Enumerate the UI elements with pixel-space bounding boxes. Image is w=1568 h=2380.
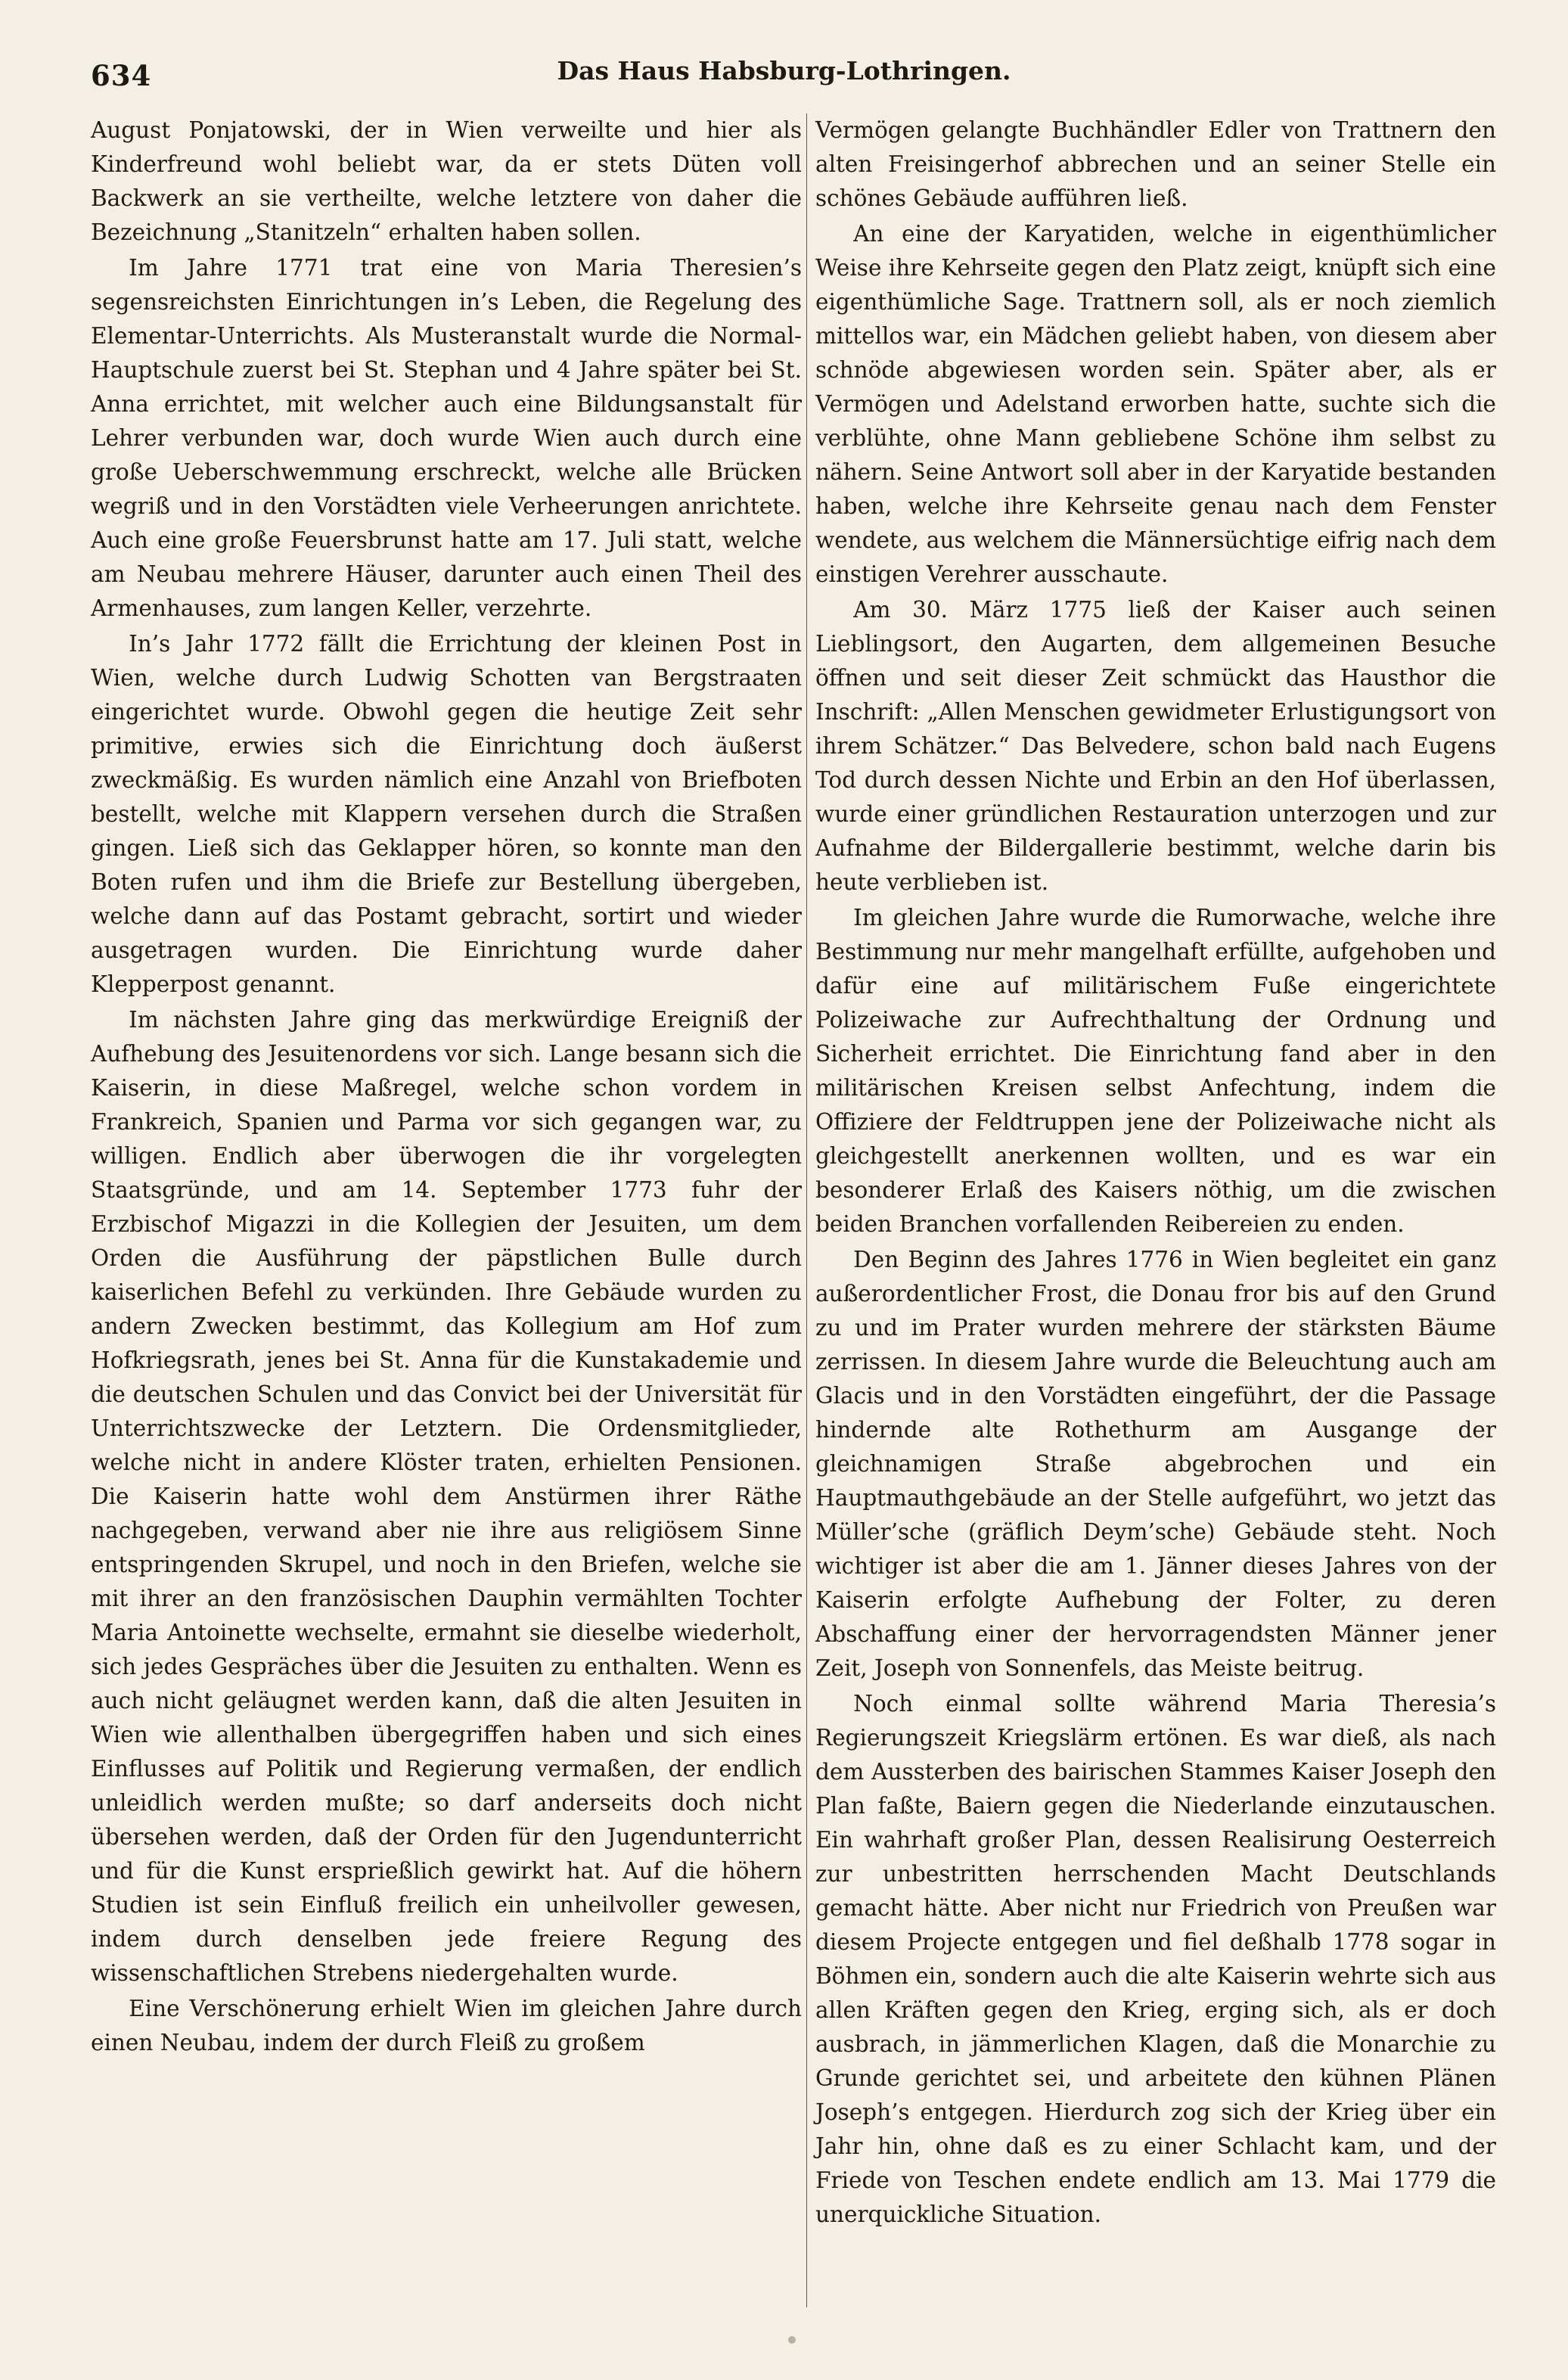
right-column bbox=[815, 113, 1496, 2233]
paragraph: Im nächsten Jahre ging das merkwürdige Ereigniß der Aufhebung des Jesuitenordens vor sich. Lange besann sich die Kaiserin, in diese Maßregel, welche schon vordem in Frankreich, Spanien und Parma vor sich gegangen war, zu willigen. Endlich aber überwogen die ihr vorgelegten Staatsgründe, und am 14. September 1773 fuhr der Erzbischof Migazzi in die Kollegien der Jesuiten, um dem Orden die Ausführung der päpstlichen Bulle durch kaiserlichen Befehl zu verkünden. Ihre Gebäude wurden zu andern Zwecken bestimmt, das Kollegium am Hof zum Hofkriegsrath, jenes bei St. Anna für die Kunstakademie und die deutschen Schulen und das Convict bei der Universität für Unterrichtszwecke der Letztern. Die Ordensmitglieder, welche nicht in andere Klöster traten, erhielten Pensionen. Die Kaiserin hatte wohl dem Anstürmen ihrer Räthe nachgegeben, verwand aber nie ihre aus religiösem Sinne entspringenden Skrupel, und noch in den Briefen, welche sie mit ihrer an den französischen Dauphin vermählten Tochter Maria Antoinette wechselte, ermahnt sie dieselbe wiederholt, sich jedes Gespräches über die Jesuiten zu enthalten. Wenn es auch nicht geläugnet werden kann, daß die alten Jesuiten in Wien wie allenthalben übergegriffen haben und sich eines Einflusses auf Politik und Regierung vermaßen, der endlich unleidlich werden mußte; so darf anderseits doch nicht übersehen werden, daß der Orden für den Jugendunterricht und für die Kunst ersprießlich gewirkt hat. Auf die höhern Studien ist sein Einfluß freilich ein unheilvoller gewesen, indem durch denselben jede freiere Regung des wissenschaftlichen Strebens niedergehalten wurde. bbox=[91, 1007, 802, 1986]
page-number: 634 bbox=[91, 59, 152, 92]
paragraph: August Ponjatowski, der in Wien verweilte und hier als Kinderfreund wohl beliebt war, da er stets Düten voll Backwerk an sie vertheilte, welche letztere von daher die Bezeichnung „Stanitzeln“ erhalten haben sollen. bbox=[91, 117, 802, 245]
column-divider bbox=[806, 113, 807, 2307]
paragraph: An eine der Karyatiden, welche in eigenthümlicher Weise ihre Kehrseite gegen den Platz zeigt, knüpft sich eine eigenthümliche Sage. Trattnern soll, als er noch ziemlich mittellos war, ein Mädchen geliebt haben, von diesem aber schnöde abgewiesen worden sein. Später aber, als er Vermögen und Adelstand erworben hatte, suchte sich die verblühte, ohne Mann gebliebene Schöne ihm selbst zu nähern. Seine Antwort soll aber in der Karyatide bestanden haben, welche ihre Kehrseite genau nach dem Fenster wendete, aus welchem die Männersüchtige eifrig nach dem einstigen Verehrer ausschaute. bbox=[815, 221, 1496, 587]
paragraph: Noch einmal sollte während Maria Theresia’s Regierungszeit Kriegslärm ertönen. Es war dieß, als nach dem Aussterben des bairischen Stammes Kaiser Joseph den Plan faßte, Baiern gegen die Niederlande einzutauschen. Ein wahrhaft großer Plan, dessen Realisirung Oesterreich zur unbestritten herrschenden Macht Deutschlands gemacht hätte. Aber nicht nur Friedrich von Preußen war diesem Projecte entgegen und fiel deßhalb 1778 sogar in Böhmen ein, sondern auch die alte Kaiserin wehrte sich aus allen Kräften gegen den Krieg, erging sich, als er doch ausbrach, in jämmerlichen Klagen, daß die Monarchie zu Grunde gerichtet sei, und arbeitete den kühnen Plänen Joseph’s entgegen. Hierdurch zog sich der Krieg über ein Jahr hin, ohne daß es zu einer Schlacht kam, und der Friede von Teschen endete endlich am 13. Mai 1779 die unerquickliche Situation. bbox=[815, 1691, 1496, 2227]
paragraph: In’s Jahr 1772 fällt die Errichtung der kleinen Post in Wien, welche durch Ludwig Schotten van Bergstraaten eingerichtet wurde. Obwohl gegen die heutige Zeit sehr primitive, erwies sich die Einrichtung doch äußerst zweckmäßig. Es wurden nämlich eine Anzahl von Briefboten bestellt, welche mit Klappern versehen durch die Straßen gingen. Ließ sich das Geklapper hören, so konnte man den Boten rufen und ihm die Briefe zur Bestellung übergeben, welche dann auf das Postamt gebracht, sortirt und wieder ausgetragen wurden. Die Einrichtung wurde daher Klepperpost genannt. bbox=[91, 631, 802, 997]
paragraph: Eine Verschönerung erhielt Wien im gleichen Jahre durch einen Neubau, indem der durch Fleiß zu großem bbox=[91, 1996, 802, 2055]
print-mark bbox=[788, 2336, 796, 2344]
paragraph: Im gleichen Jahre wurde die Rumorwache, welche ihre Bestimmung nur mehr mangelhaft erfüllte, aufgehoben und dafür eine auf militärischem Fuße eingerichtete Polizeiwache zur Aufrechthaltung der Ordnung und Sicherheit errichtet. Die Einrichtung fand aber in den militärischen Kreisen selbst Anfechtung, indem die Offiziere der Feldtruppen jene der Polizeiwache nicht als gleichgestellt anerkennen wollten, und es war ein besonderer Erlaß des Kaisers nöthig, um die zwischen beiden Branchen vorfallenden Reibereien zu enden. bbox=[815, 905, 1496, 1237]
left-column bbox=[91, 113, 802, 2062]
paragraph: Im Jahre 1771 trat eine von Maria Theresien’s segensreichsten Einrichtungen in’s Leben, die Regelung des Elementar-Unterrichts. Als Musteranstalt wurde die Normal-Hauptschule zuerst bei St. Stephan und 4 Jahre später bei St. Anna errichtet, mit welcher auch eine Bildungsanstalt für Lehrer verbunden war, doch wurde Wien auch durch eine große Ueberschwemmung erschreckt, welche alle Brücken wegriß und in den Vorstädten viele Verheerungen anrichtete. Auch eine große Feuersbrunst hatte am 17. Juli statt, welche am Neubau mehrere Häuser, darunter auch einen Theil des Armenhauses, zum langen Keller, verzehrte. bbox=[91, 255, 802, 621]
paragraph: Den Beginn des Jahres 1776 in Wien begleitet ein ganz außerordentlicher Frost, die Donau fror bis auf den Grund zu und im Prater wurden mehrere der stärksten Bäume zerrissen. In diesem Jahre wurde die Beleuchtung auch am Glacis und in den Vorstädten eingeführt, der die Passage hindernde alte Rothethurm am Ausgange der gleichnamigen Straße abgebrochen und ein Hauptmauthgebäude an der Stelle aufgeführt, wo jetzt das Müller’sche (gräflich Deym’sche) Gebäude steht. Noch wichtiger ist aber die am 1. Jänner dieses Jahres von der Kaiserin erfolgte Aufhebung der Folter, zu deren Abschaffung einer der hervorragendsten Männer jener Zeit, Joseph von Sonnenfels, das Meiste beitrug. bbox=[815, 1247, 1496, 1681]
paragraph: Vermögen gelangte Buchhändler Edler von Trattnern den alten Freisingerhof abbrechen und an seiner Stelle ein schönes Gebäude aufführen ließ. bbox=[815, 117, 1496, 211]
running-title: Das Haus Habsburg-Lothringen. bbox=[557, 56, 1011, 85]
paragraph: Am 30. März 1775 ließ der Kaiser auch seinen Lieblingsort, den Augarten, dem allgemeinen Besuche öffnen und seit dieser Zeit schmückt das Hausthor die Inschrift: „Allen Menschen gewidmeter Erlustigungsort von ihrem Schätzer.“ Das Belvedere, schon bald nach Eugens Tod durch dessen Nichte und Erbin an den Hof überlassen, wurde einer gründlichen Restauration unterzogen und zur Aufnahme der Bildergallerie bestimmt, welche darin bis heute verblieben ist. bbox=[815, 597, 1496, 895]
